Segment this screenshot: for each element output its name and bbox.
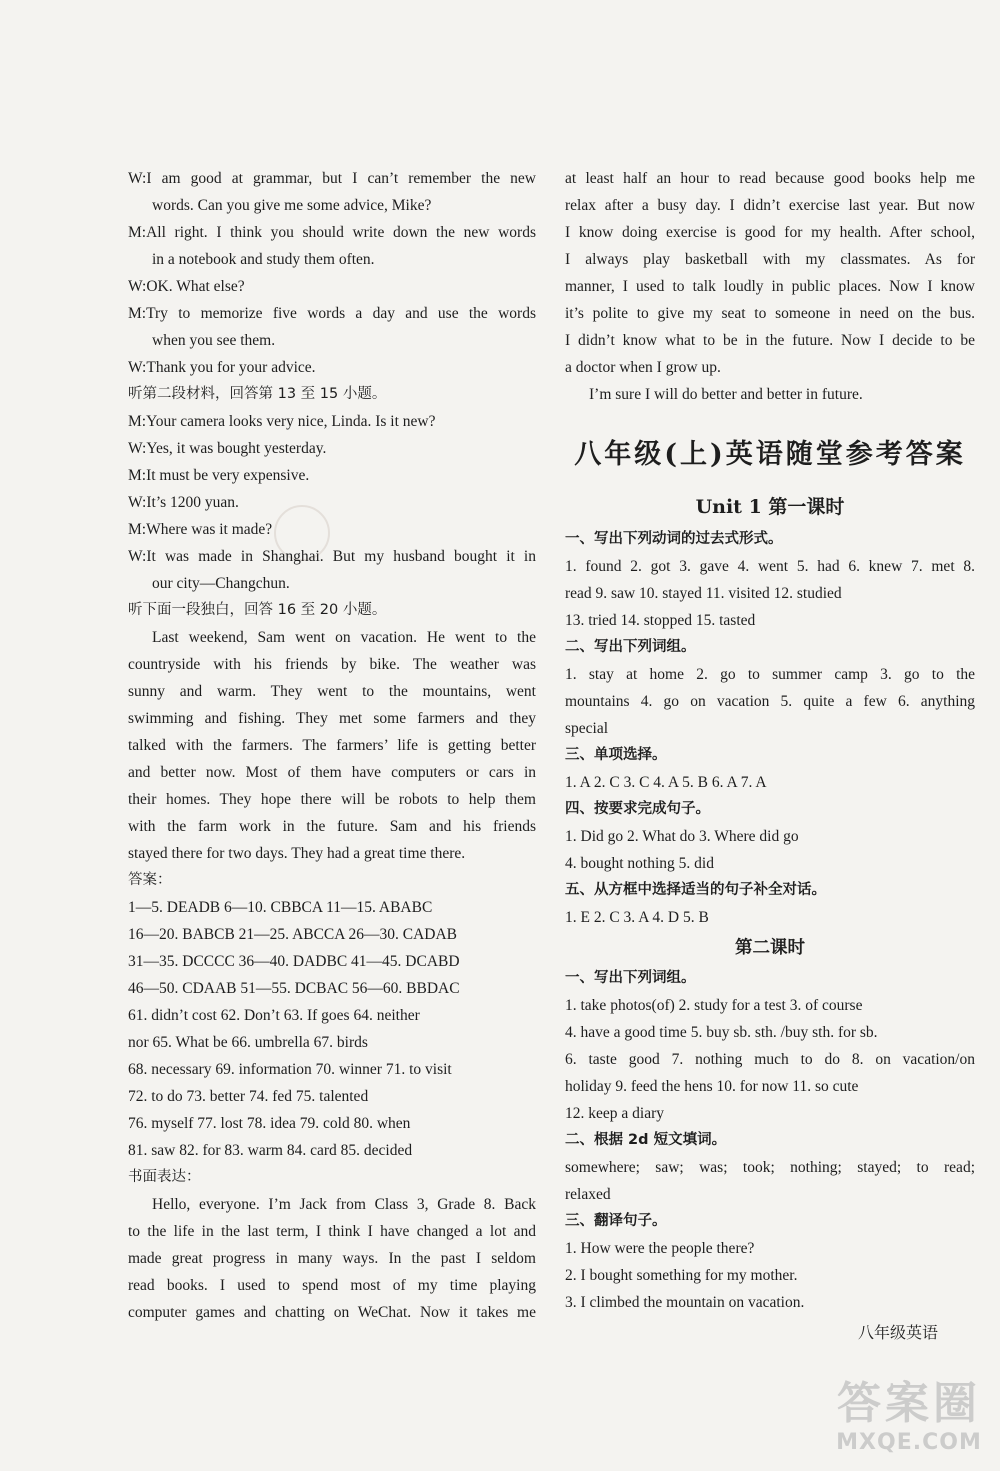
lesson-2-answers	[565, 965, 975, 1316]
answer-line: 一、写出下列词组。	[565, 970, 696, 986]
answer-line: 二、根据 2d 短文填词。	[565, 1132, 727, 1148]
text-line: read books. I used to spend most of my time playing	[128, 1277, 536, 1294]
text-line: countryside with his friends by bike. The weather was	[128, 656, 536, 673]
left-column	[128, 165, 536, 1326]
text-line: W:It was made in Shanghai. But my husband bought it in	[128, 548, 536, 565]
answer-line: 1. E 2. C 3. A 4. D 5. B	[565, 909, 709, 926]
text-line: I’m sure I will do better and better in future.	[589, 386, 863, 403]
text-line: I didn’t know what to be in the future. Now I decide to be	[565, 332, 975, 349]
answer-line: 2. I bought something for my mother.	[565, 1267, 798, 1284]
text-line: Last weekend, Sam went on vacation. He went to the	[152, 629, 536, 646]
text-line: 听下面一段独白，回答 16 至 20 小题。	[128, 602, 387, 618]
answer-line: holiday 9. feed the hens 10. for now 11. so cute	[565, 1078, 859, 1095]
essay-continuation	[565, 165, 975, 408]
text-line: in a notebook and study them often.	[152, 251, 375, 268]
answer-line: 三、单项选择。	[565, 747, 667, 763]
answer-line: 1. How were the people there?	[565, 1240, 755, 1257]
answer-key-title: 八年级(上)英语随堂参考答案	[574, 439, 966, 470]
answer-line: 3. I climbed the mountain on vacation.	[565, 1294, 805, 1311]
text-line: 61. didn’t cost 62. Don’t 63. If goes 64. neither	[128, 1007, 420, 1024]
text-line: stayed there for two days. They had a great time there.	[128, 845, 466, 862]
text-line: W:I am good at grammar, but I can’t remember the new	[128, 170, 536, 187]
answer-line: 1. A 2. C 3. C 4. A 5. B 6. A 7. A	[565, 774, 767, 791]
text-line: M:It must be very expensive.	[128, 467, 310, 484]
answer-line: read 9. saw 10. stayed 11. visited 12. studied	[565, 585, 842, 602]
text-line: it’s polite to give my seat to someone in need on the bus.	[565, 305, 975, 322]
answer-line: 4. bought nothing 5. did	[565, 855, 714, 872]
answer-line: 三、翻译句子。	[565, 1213, 667, 1229]
answer-line: 1. found 2. got 3. gave 4. went 5. had 6. knew 7. met 8.	[565, 558, 975, 575]
answer-line: special	[565, 720, 609, 737]
text-line: made great progress in many ways. In the past I seldom	[128, 1250, 536, 1267]
text-line: W:It’s 1200 yuan.	[128, 494, 239, 511]
text-line: computer games and chatting on WeChat. Now it takes me	[128, 1304, 536, 1321]
text-line: Hello, everyone. I’m Jack from Class 3, Grade 8. Back	[152, 1196, 536, 1213]
text-line: to the life in the last term, I think I have changed a lot and	[128, 1223, 536, 1240]
text-line: a doctor when I grow up.	[565, 359, 721, 376]
text-line: 81. saw 82. for 83. warm 84. card 85. decided	[128, 1142, 413, 1159]
text-line: M:Where was it made?	[128, 521, 273, 538]
text-line: when you see them.	[152, 332, 276, 349]
text-line: talked with the farmers. The farmers’ life is getting better	[128, 737, 536, 754]
text-line: M:Your camera looks very nice, Linda. Is it new?	[128, 413, 436, 430]
watermark-url: MXQE.COM	[836, 1430, 982, 1455]
text-line: swimming and fishing. They met some farmers and they	[128, 710, 536, 727]
answer-line: somewhere; saw; was; took; nothing; stayed; to read;	[565, 1159, 975, 1176]
text-line: their homes. They hope there will be robots to help them	[128, 791, 536, 808]
text-line: W:Thank you for your advice.	[128, 359, 316, 376]
answer-line: 1. stay at home 2. go to summer camp 3. go to the	[565, 666, 975, 683]
answer-line: 二、写出下列词组。	[565, 639, 696, 655]
text-line: M:All right. I think you should write down the new words	[128, 224, 536, 241]
text-line: I know doing exercise is good for my health. After school,	[565, 224, 975, 241]
lesson-1-answers	[565, 526, 975, 931]
text-line: I always play basketball with my classmates. As for	[565, 251, 975, 268]
answer-line: relaxed	[565, 1186, 611, 1203]
answer-line: 1. take photos(of) 2. study for a test 3. of course	[565, 997, 863, 1014]
answer-line: 13. tried 14. stopped 15. tasted	[565, 612, 756, 629]
text-line: words. Can you give me some advice, Mike?	[152, 197, 432, 214]
text-line: W:Yes, it was bought yesterday.	[128, 440, 327, 457]
answer-line: 五、从方框中选择适当的句子补全对话。	[565, 882, 826, 898]
answer-line: 一、写出下列动词的过去式形式。	[565, 531, 783, 547]
text-line: 书面表达：	[128, 1169, 201, 1185]
text-line: manner, I used to talk loudly in public places. Now I know	[565, 278, 975, 295]
text-line: 68. necessary 69. information 70. winner 71. to visit	[128, 1061, 452, 1078]
text-line: 答案：	[128, 872, 172, 888]
text-line: 72. to do 73. better 74. fed 75. talented	[128, 1088, 369, 1105]
watermark-text: 答案圈	[837, 1378, 981, 1429]
text-line: 听第二段材料，回答第 13 至 15 小题。	[128, 386, 387, 402]
text-line: 1—5. DEADB 6—10. CBBCA 11—15. ABABC	[128, 899, 433, 916]
answer-line: 1. Did go 2. What do 3. Where did go	[565, 828, 799, 845]
text-line: W:OK. What else?	[128, 278, 245, 295]
unit-title: Unit 1 第一课时	[695, 496, 845, 518]
answer-line: 4. have a good time 5. buy sb. sth. /buy sth. for sb.	[565, 1024, 878, 1041]
text-line: relax after a busy day. I didn’t exercise last year. But now	[565, 197, 975, 214]
page-footer: 八年级英语	[858, 1323, 939, 1342]
text-line: nor 65. What be 66. umbrella 67. birds	[128, 1034, 368, 1051]
text-line: and better now. Most of them have computers or cars in	[128, 764, 536, 781]
text-line: 46—50. CDAAB 51—55. DCBAC 56—60. BBDAC	[128, 980, 460, 997]
text-line: our city—Changchun.	[152, 575, 290, 592]
text-line: 16—20. BABCB 21—25. ABCCA 26—30. CADAB	[128, 926, 457, 943]
text-line: sunny and warm. They went to the mountains, went	[128, 683, 536, 700]
watermark-logo	[818, 1378, 1000, 1471]
text-line: with the farm work in the future. Sam and his friends	[128, 818, 536, 835]
right-column	[565, 165, 975, 1316]
answer-line: 四、按要求完成句子。	[565, 801, 710, 817]
lesson-2-title: 第二课时	[735, 938, 805, 958]
text-line: 31—35. DCCCC 36—40. DADBC 41—45. DCABD	[128, 953, 460, 970]
answer-line: 12. keep a diary	[565, 1105, 664, 1122]
answer-line: 6. taste good 7. nothing much to do 8. on vacation/on	[565, 1051, 975, 1068]
text-line: M:Try to memorize five words a day and use the words	[128, 305, 536, 322]
answer-line: mountains 4. go on vacation 5. quite a few 6. anything	[565, 693, 975, 710]
text-line: at least half an hour to read because good books help me	[565, 170, 975, 187]
text-line: 76. myself 77. lost 78. idea 79. cold 80. when	[128, 1115, 411, 1132]
